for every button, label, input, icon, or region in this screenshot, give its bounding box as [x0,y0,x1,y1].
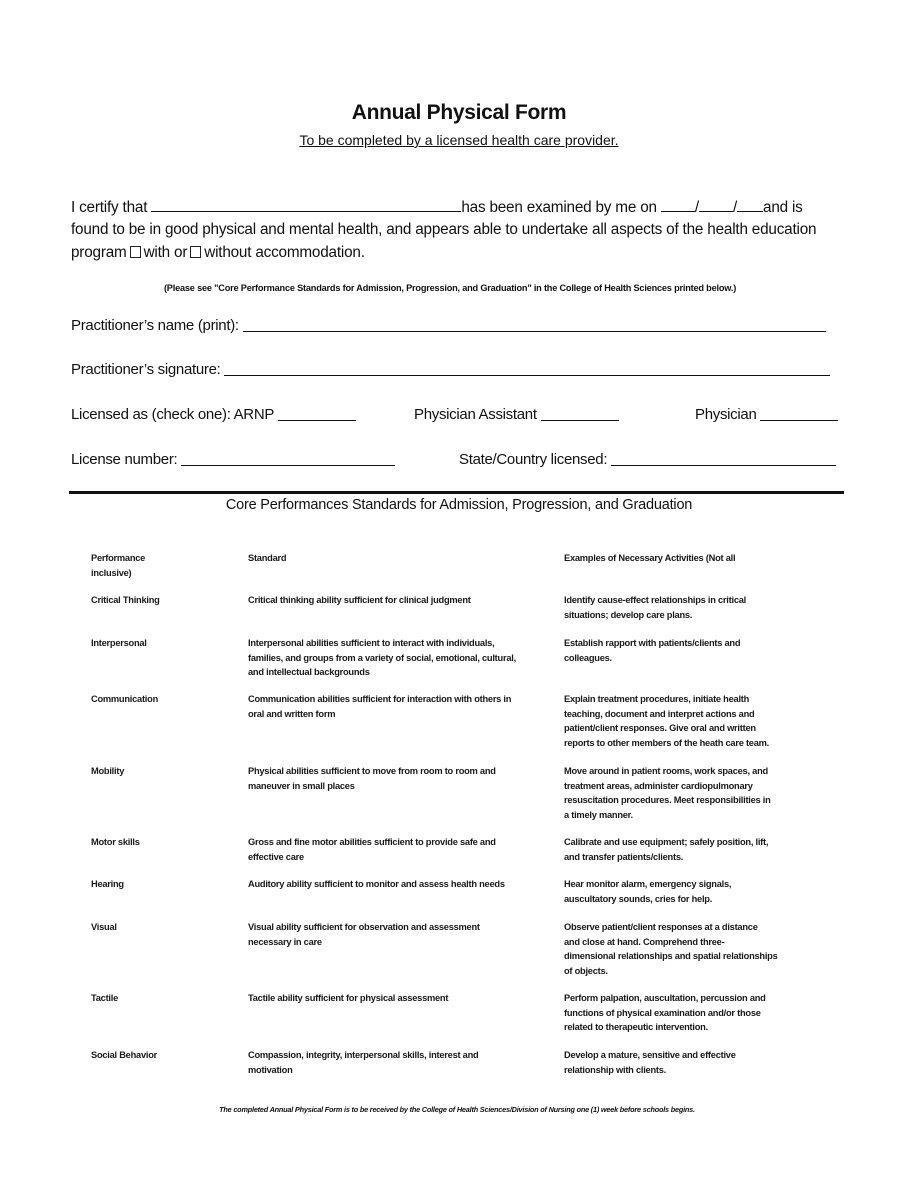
with-label: with or [143,244,188,261]
row-examples: Identify cause-effect relationships in critical situations; develop care plans. [564,595,746,620]
state-country-label: State/Country licensed: [459,451,608,468]
practitioner-name-label: Practitioner’s name (print): [71,317,239,334]
program-label: program [71,244,127,261]
row-performance: Interpersonal [91,638,147,648]
header-standard: Standard [248,553,287,563]
row-standard: Auditory ability sufficient to monitor and assess health needs [248,879,505,889]
row-standard: Gross and fine motor abilities sufficient to provide safe and effective care [248,837,496,862]
row-standard: Tactile ability sufficient for physical assessment [248,993,449,1003]
header-performance: Performance inclusive) [91,553,146,578]
row-performance: Critical Thinking [91,595,160,605]
header-examples: Examples of Necessary Activities (Not all [564,553,736,563]
row-standard: Interpersonal abilities sufficient to interact with individuals, families, and groups from a variety of social, emotional, cultural, and intellectual backgrounds [248,638,516,677]
row-examples: Explain treatment procedures, initiate health teaching, document and interpret actions and patient/client responses. Give oral and written reports to other members of the heath care team. [564,694,769,748]
row-standard: Compassion, integrity, interpersonal skills, interest and motivation [248,1050,479,1075]
row-examples: Perform palpation, auscultation, percussion and functions of physical examination and/or those related to therapeutic intervention. [564,993,766,1032]
physician-label: Physician [695,406,757,423]
examined-label: has been examined by me on [461,199,657,216]
date-separator: / [694,199,699,216]
row-performance: Motor skills [91,837,140,847]
row-standard: Visual ability sufficient for observation and assessment necessary in care [248,922,480,947]
certification-line-2: found to be in good physical and mental health, and appears able to undertake all aspects of the health education [71,221,817,238]
row-performance: Tactile [91,993,119,1003]
standards-section-title: Core Performances Standards for Admission, Progression, and Graduation [225,497,693,513]
row-performance: Communication [91,694,158,704]
without-label: without accommodation. [204,244,365,261]
row-standard: Communication abilities sufficient for interaction with others in oral and written form [248,694,512,719]
row-examples: Move around in patient rooms, work spaces, and treatment areas, administer cardiopulmonary resuscitation procedures. Meet responsibilities in a timely manner. [564,766,771,820]
row-examples: Develop a mature, sensitive and effective relationship with clients. [564,1050,736,1075]
row-examples: Calibrate and use equipment; safely position, lift, and transfer patients/clients. [564,837,769,862]
and-is-label: and is [763,199,803,216]
practitioner-signature-label: Practitioner’s signature: [71,361,221,378]
physician-assistant-label: Physician Assistant [414,406,537,423]
form-title: Annual Physical Form [351,101,567,124]
certify-label: I certify that [71,199,148,216]
form-subtitle-text: To be completed by a licensed health care provider. [299,132,619,148]
standards-note: (Please see "Core Performance Standards for Admission, Progression, and Graduation" in the College of Health Sciences printed below.) [163,283,737,293]
row-performance: Hearing [91,879,124,889]
row-examples: Observe patient/client responses at a distance and close at hand. Comprehend three- dimensional relationships and spatial relationships of objects. [564,922,778,976]
date-separator: / [732,199,738,216]
row-standard: Critical thinking ability sufficient for clinical judgment [248,595,471,605]
row-standard: Physical abilities sufficient to move from room to room and maneuver in small places [248,766,496,791]
license-number-label: License number: [71,451,178,468]
row-performance: Visual [91,922,117,932]
row-performance: Mobility [91,766,125,776]
footer-note: The completed Annual Physical Form is to be received by the College of Health Sciences/Division of Nursing one (1) week before schools begins. [219,1105,695,1114]
row-examples: Establish rapport with patients/clients and colleagues. [564,638,741,663]
row-performance: Social Behavior [91,1050,158,1060]
licensed-as-label: Licensed as (check one): ARNP [71,406,274,423]
row-examples: Hear monitor alarm, emergency signals, auscultatory sounds, cries for help. [564,879,732,904]
